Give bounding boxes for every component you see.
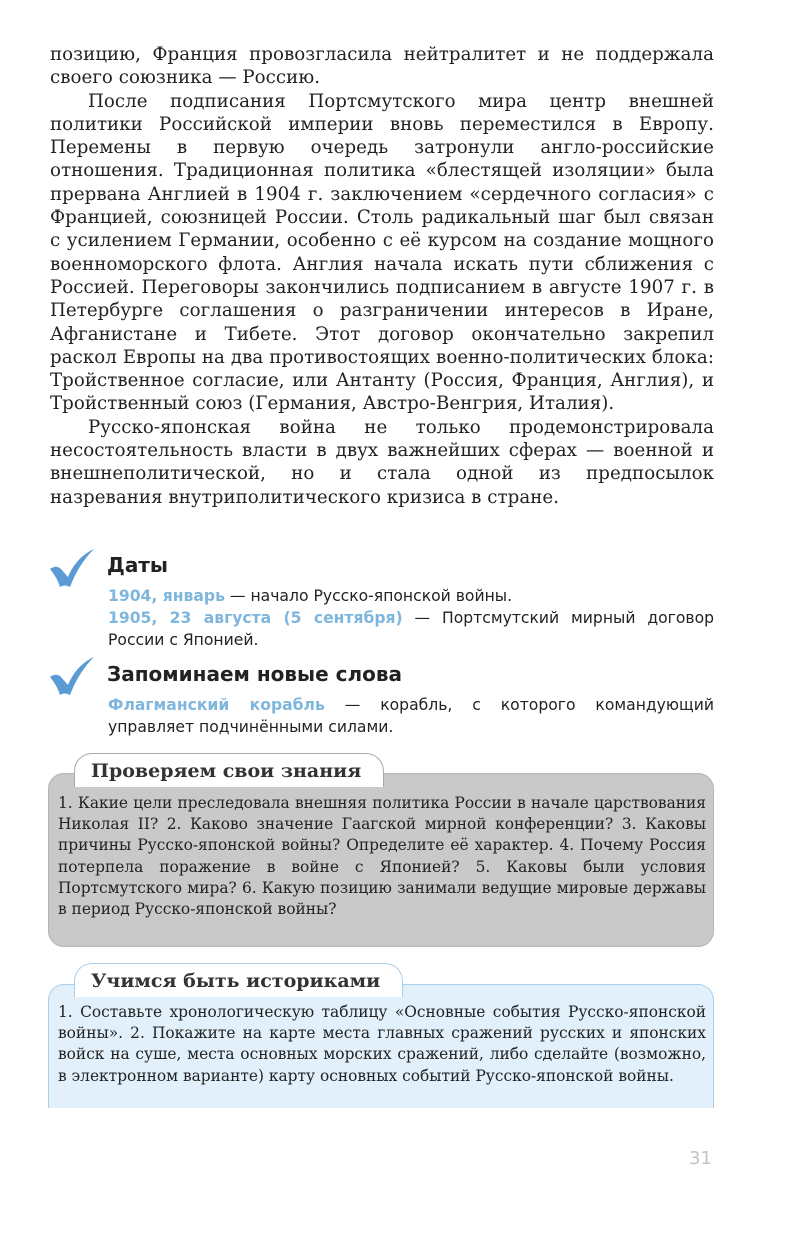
definition-text: — корабль, с которого командующий управляет подчинёнными силами. bbox=[108, 696, 714, 736]
definition bbox=[108, 694, 714, 738]
tasks-text: 1. Составьте хронологическую таблицу «Основные события Русско-японской войны». 2. Покажите на карте места главных сражений русских и японских войск на суше, места основных морских сражений, либо сделайте (возможно, в электронном варианте) карту основных событий Русско-японской войны. bbox=[58, 1003, 706, 1085]
checkmark-icon bbox=[48, 655, 96, 697]
date-item bbox=[108, 607, 714, 651]
date-description: — Портсмутский мирный договор России с Японией. bbox=[108, 609, 715, 649]
new-words-title: Запоминаем новые слова bbox=[107, 662, 403, 686]
page-number: 31 bbox=[689, 1148, 712, 1169]
dates-title: Даты bbox=[107, 553, 168, 577]
tasks-title: Учимся быть историками bbox=[74, 963, 403, 997]
date-term: 1904, январь bbox=[108, 587, 225, 605]
checkmark-icon bbox=[48, 547, 96, 589]
paragraph-1: позицию, Франция провозгласила нейтралитет и не поддержала своего союзника — Россию. bbox=[50, 44, 714, 89]
questions-text: 1. Какие цели преследовала внешняя политика России в начале царствования Николая II? 2. Каково значение Гаагской мирной конференции? 3. Каковы причины Русско-японской войны? Определите её характер. 4. Почему Россия потерпела поражение в войне с Японией? 5. Каковы были условия Портсмутского мира? 6. Какую позицию занимали ведущие мировые державы в период Русско-японской войны? bbox=[58, 794, 706, 919]
definition-term: Флагманский корабль bbox=[108, 696, 325, 714]
questions-title: Проверяем свои знания bbox=[74, 753, 384, 787]
dates-list bbox=[108, 585, 714, 651]
new-words-body bbox=[108, 694, 714, 738]
date-item bbox=[108, 585, 714, 607]
paragraph-3: Русско-японская война не только продемонстрировала несостоятельность власти в двух важнейших сферах — военной и внешнеполитической, но и стала одной из предпосылок назревания внутриполитического кризиса в стране. bbox=[50, 416, 714, 508]
main-text bbox=[50, 43, 714, 509]
date-description: — начало Русско-японской войны. bbox=[224, 587, 513, 605]
paragraph-2: После подписания Портсмутского мира центр внешней политики Российской империи вновь переместился в Европу. Перемены в первую очередь затронули англо-российские отношения. Традиционная политика «блестящей изоляции» была прервана Англией в 1904 г. заключением «сердечного согласия» с Францией, союзницей России. Столь радикальный шаг был связан с усилением Германии, особенно с её курсом на создание мощного военноморского флота. Англия начала искать пути сближения с Россией. Переговоры закончились подписанием в августе 1907 г. в Петербурге соглашения о разграничении интересов в Иране, Афганистане и Тибете. Этот договор окончательно закрепил раскол Европы на два противостоящих военно-политических блока: Тройственное согласие, или Антанту (Россия, Франция, Англия), и Тройственный союз (Германия, Австро-Венгрия, Италия). bbox=[50, 90, 714, 415]
date-term: 1905, 23 августа (5 сентября) bbox=[108, 609, 403, 627]
